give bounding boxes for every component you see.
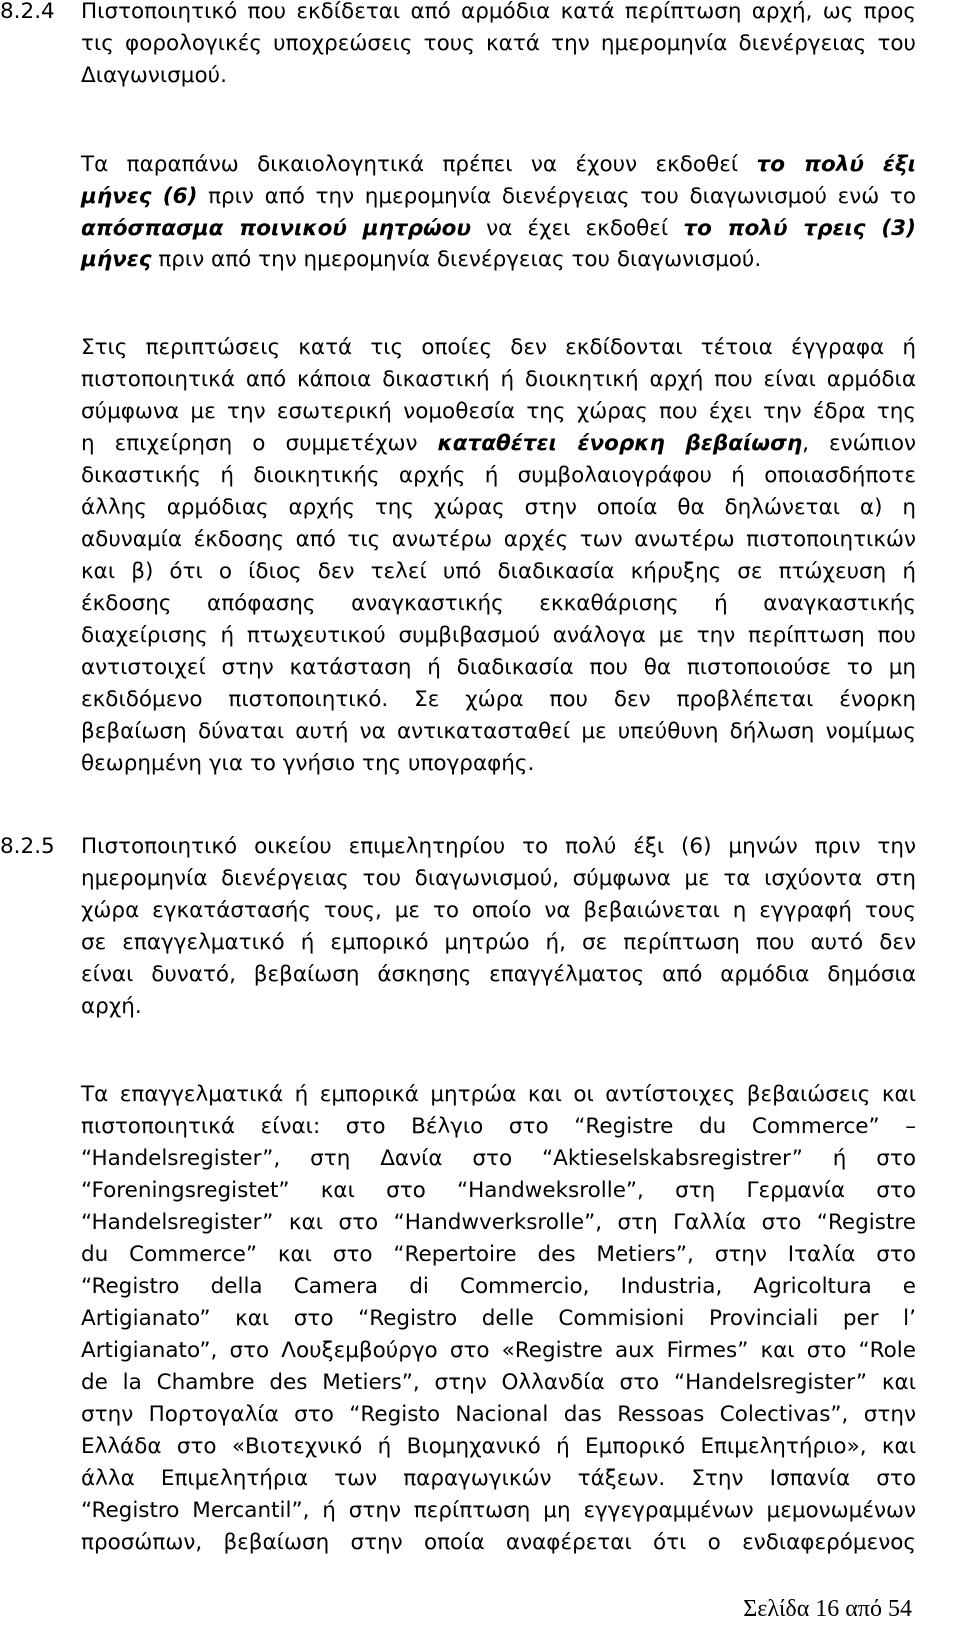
- text-line: αδυναμία έκδοσης από τις ανωτέρω αρχές των ανωτέρω πιστοποιητικών: [81, 527, 916, 552]
- emphasis: μήνες: [81, 247, 152, 272]
- text-segment: βεβαίωση άσκησης επαγγέλματος από αρμόδια δημόσια: [253, 962, 916, 987]
- text-line: άλλης αρμόδιας αρχής της χώρας στην οποία θα δηλώνεται α) η: [81, 495, 916, 520]
- text-segment: Τα παραπάνω δικαιολογητικά πρέπει να έχουν εκδοθεί: [81, 152, 739, 177]
- text-line: Στις περιπτώσεις κατά τις οποίες δεν εκδίδονται τέτοια έγγραφα ή: [81, 335, 916, 360]
- text-line: αρχή.: [81, 994, 142, 1019]
- text-line: “Foreningsregistet” και στο “Handweksrolle”, στη Γερμανία στο: [81, 1178, 916, 1203]
- text-line: Τα επαγγελματικά ή εμπορικά μητρώα και οι αντίστοιχες βεβαιώσεις και: [81, 1082, 916, 1107]
- text-line: Artigianato”, στο Λουξεμβούργο στο «Registre aux Firmes” και στο “Role: [81, 1338, 916, 1363]
- text-line: “Registro Mercantil”, ή στην περίπτωση μη εγγεγραμμένων μεμονωμένων: [81, 1498, 916, 1523]
- text-line: πιστοποιητικά από κάποια δικαστική ή διοικητική αρχή που είναι αρμόδια: [81, 367, 916, 392]
- text-line: du Commerce” και στο “Repertoire des Metiers”, στην Ιταλία στο: [81, 1242, 916, 1267]
- text-line: δικαστικής ή διοικητικής αρχής ή συμβολαιογράφου ή οποιασδήποτε: [81, 463, 916, 488]
- text-line: [81, 684, 916, 716]
- text-line: Ελλάδα στο «Βιοτεχνικό ή Βιομηχανικό ή Εμπορικό Επιμελητήριο», και: [81, 1434, 916, 1459]
- text-segment: πριν από την ημερομηνία διενέργειας του διαγωνισμού ενώ το: [208, 184, 916, 209]
- text-segment: Σε χώρα που δεν προβλέπεται ένορκη: [414, 687, 916, 712]
- text-line: σε επαγγελματικό ή εμπορικό μητρώο ή, σε περίπτωση που αυτό δεν: [81, 930, 916, 955]
- text-line: Πιστοποιητικό που εκδίδεται από αρμόδια κατά περίπτωση αρχή, ως προς: [81, 0, 916, 24]
- text-line: Artigianato” και στο “Registro delle Commisioni Provinciali per l’: [81, 1306, 916, 1331]
- page-number: Σελίδα 16 από 54: [743, 1596, 912, 1622]
- text-line: [81, 149, 916, 181]
- text-line: [81, 428, 916, 460]
- text-line: “Handelsregister” και στο “Handwverksrolle”, στη Γαλλία στο “Registre: [81, 1210, 916, 1235]
- text-line: [81, 959, 916, 991]
- text-line: [81, 213, 916, 245]
- text-line: “Handelsregister”, στη Δανία στο “Aktieselskabsregistrer” ή στο: [81, 1146, 916, 1171]
- text-line: αντιστοιχεί στην κατάσταση ή διαδικασία που θα πιστοποιούσε το μη: [81, 655, 916, 680]
- text-line: Διαγωνισμού.: [81, 63, 227, 88]
- text-line: διαχείρισης ή πτωχευτικού συμβιβασμού ανάλογα με την περίπτωση που: [81, 623, 916, 648]
- emphasis: καταθέτει ένορκη βεβαίωση: [437, 431, 803, 456]
- text-line: προσώπων, βεβαίωση στην οποία αναφέρεται ότι ο ενδιαφερόμενος: [81, 1530, 916, 1555]
- text-line: βεβαίωση δύναται αυτή να αντικατασταθεί με υπεύθυνη δήλωση νομίμως: [81, 719, 916, 744]
- text-line: άλλα Επιμελητήρια των παραγωγικών τάξεων. Στην Ισπανία στο: [81, 1466, 916, 1491]
- text-line: έκδοσης απόφασης αναγκαστικής εκκαθάρισης ή αναγκαστικής: [81, 591, 916, 616]
- text-line: και β) ότι ο ίδιος δεν τελεί υπό διαδικασία κήρυξης σε πτώχευση ή: [81, 559, 916, 584]
- text-line: Πιστοποιητικό οικείου επιμελητηρίου το πολύ έξι (6) μηνών πριν την: [81, 834, 916, 859]
- text-line: [81, 181, 916, 213]
- text-segment: εκδιδόμενο πιστοποιητικό.: [81, 687, 389, 712]
- text-line: “Registro della Camera di Commercio, Industria, Agricoltura e: [81, 1274, 916, 1299]
- section-number: 8.2.4: [0, 0, 55, 24]
- text-line: τις φορολογικές υποχρεώσεις τους κατά την ημερομηνία διενέργειας του: [81, 31, 916, 56]
- text-line: πιστοποιητικά είναι: στο Βέλγιο στο “Registre du Commerce” –: [81, 1114, 916, 1139]
- emphasis: το πολύ τρεις (3): [683, 216, 916, 241]
- text-segment: η επιχείρηση ο συμμετέχων: [81, 431, 418, 456]
- text-line: [81, 244, 761, 276]
- text-segment: πριν από την ημερομηνία διενέργειας του διαγωνισμού.: [158, 247, 762, 272]
- emphasis: απόσπασμα ποινικού μητρώου: [81, 216, 471, 241]
- text-line: θεωρημένη για το γνήσιο της υπογραφής.: [81, 751, 535, 776]
- emphasis: το πολύ έξι: [756, 152, 916, 177]
- text-line: στην Πορτογαλία στο “Registo Nacional das Ressoas Colectivas”, στην: [81, 1402, 916, 1427]
- text-segment: είναι δυνατό,: [81, 962, 236, 987]
- text-segment: να έχει εκδοθεί: [486, 216, 669, 241]
- text-line: ημερομηνία διενέργειας του διαγωνισμού, σύμφωνα με τα ισχύοντα στη: [81, 866, 916, 891]
- text-segment: , ενώπιον: [802, 431, 916, 456]
- text-line: χώρα εγκατάστασής τους, με το οποίο να βεβαιώνεται η εγγραφή τους: [81, 898, 916, 923]
- text-line: σύμφωνα με την εσωτερική νομοθεσία της χώρας που έχει την έδρα της: [81, 399, 916, 424]
- text-line: de la Chambre des Metiers”, στην Ολλανδία στο “Handelsregister” και: [81, 1370, 916, 1395]
- emphasis: μήνες (6): [81, 184, 198, 209]
- section-number: 8.2.5: [0, 834, 55, 859]
